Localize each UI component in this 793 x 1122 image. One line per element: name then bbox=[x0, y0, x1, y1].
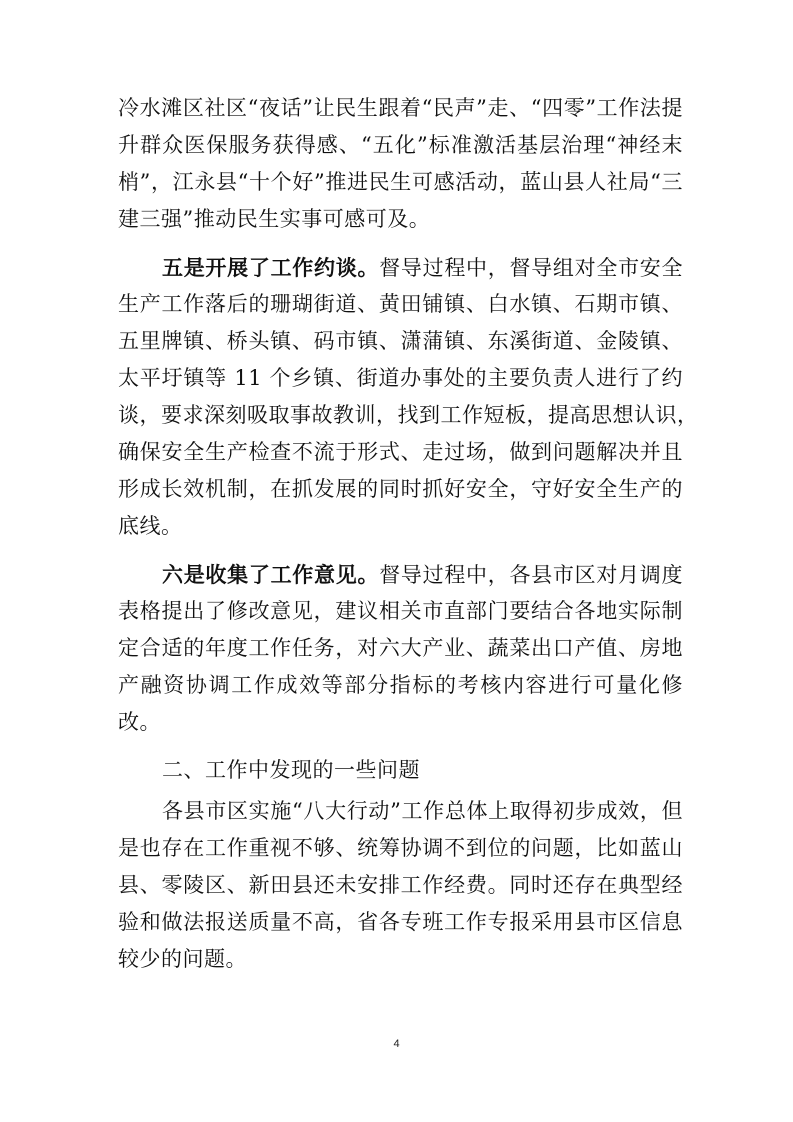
text-line: 五里牌镇、桥头镇、码市镇、潇蒲镇、东溪街道、金陵镇、 bbox=[118, 329, 683, 353]
paragraph-lead: 六是收集了工作意见。 bbox=[162, 562, 380, 587]
text-line: 梢”，江永县“十个好”推进民生可感活动，蓝山县人社局“三 bbox=[118, 170, 683, 194]
text-line: 底线。 bbox=[118, 514, 183, 538]
text-line: 形成长效机制，在抓发展的同时抓好安全，守好安全生产的 bbox=[118, 477, 683, 501]
text-line: 太平圩镇等 11 个乡镇、街道办事处的主要负责人进行了约 bbox=[118, 366, 683, 390]
paragraph-lead: 五是开展了工作约谈。 bbox=[162, 255, 380, 280]
document-body bbox=[118, 90, 699, 978]
text-line: 生产工作落后的珊瑚街道、黄田铺镇、白水镇、石期市镇、 bbox=[118, 292, 683, 316]
text-line bbox=[118, 556, 683, 593]
section-heading-text: 二、工作中发现的一些问题 bbox=[162, 758, 420, 782]
paragraph-lead-rest: 督导过程中，督导组对全市安全 bbox=[379, 256, 684, 280]
text-line: 升群众医保服务获得感、“五化”标准激活基层治理“神经末 bbox=[118, 133, 683, 157]
text-line: 表格提出了修改意见，建议相关市直部门要结合各地实际制 bbox=[118, 599, 683, 623]
text-line: 冷水滩区社区“夜话”让民生跟着“民声”走、“四零”工作法提 bbox=[118, 96, 683, 120]
text-line: 改。 bbox=[118, 710, 161, 734]
text-line: 是也存在工作重视不够、统筹协调不到位的问题，比如蓝山 bbox=[118, 836, 683, 860]
text-line: 产融资协调工作成效等部分指标的考核内容进行可量化修 bbox=[118, 673, 683, 697]
text-line: 较少的问题。 bbox=[118, 947, 247, 971]
text-line: 谈，要求深刻吸取事故教训，找到工作短板，提高思想认识， bbox=[118, 403, 699, 427]
text-line: 定合适的年度工作任务，对六大产业、蔬菜出口产值、房地 bbox=[118, 636, 683, 660]
text-line bbox=[118, 249, 683, 286]
text-line: 各县市区实施“八大行动”工作总体上取得初步成效，但 bbox=[162, 799, 683, 823]
text-line: 验和做法报送质量不高，省各专班工作专报采用县市区信息 bbox=[118, 910, 683, 934]
paragraph-lead-rest: 督导过程中，各县市区对月调度 bbox=[379, 563, 684, 587]
text-line: 确保安全生产检查不流于形式、走过场，做到问题解决并且 bbox=[118, 440, 683, 464]
paragraph-work-opinions bbox=[118, 556, 683, 741]
text-line: 建三强”推动民生实事可感可及。 bbox=[118, 207, 431, 231]
page-number: 4 bbox=[393, 1038, 400, 1050]
paragraph-work-interviews bbox=[118, 249, 699, 545]
text-line: 县、零陵区、新田县还未安排工作经费。同时还存在典型经 bbox=[118, 873, 683, 897]
section-heading bbox=[118, 752, 683, 789]
paragraph-continuation bbox=[118, 90, 683, 238]
paragraph-problems bbox=[118, 793, 683, 978]
